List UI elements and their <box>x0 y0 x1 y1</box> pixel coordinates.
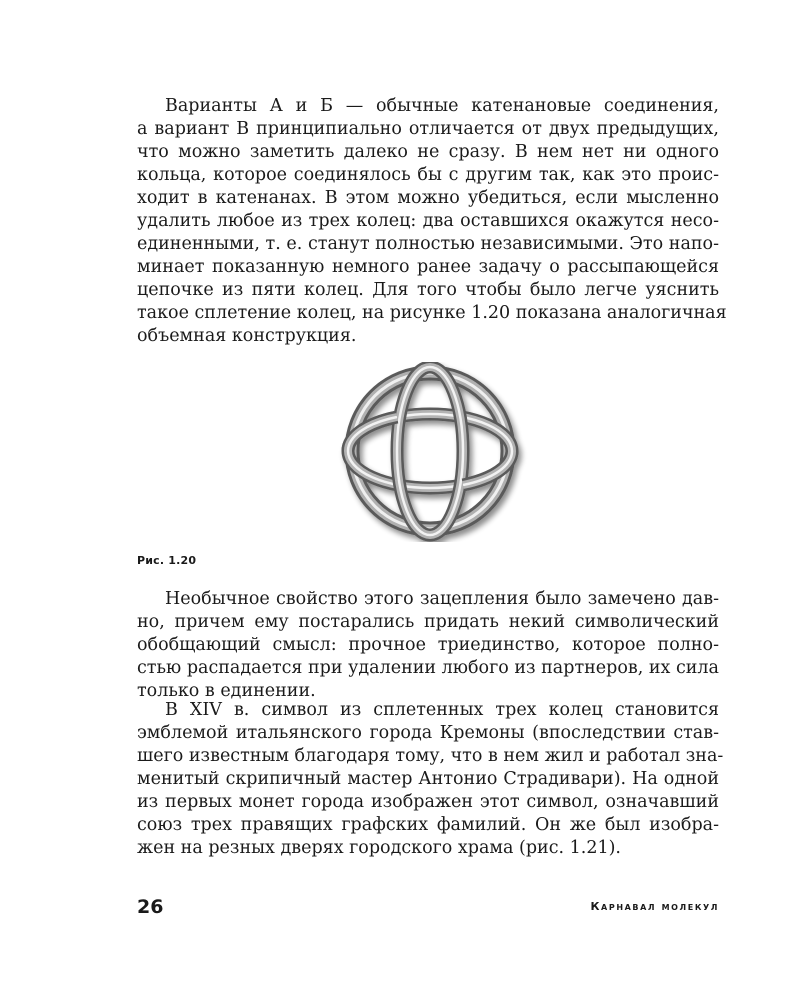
text-line: В XIV в. символ из сплетенных трех колец становится <box>165 700 719 720</box>
figure-caption: Рис. 1.20 <box>137 554 197 567</box>
page-number: 26 <box>137 896 164 918</box>
text-line: минает показанную немного ранее задачу о рассыпающейся <box>137 257 719 277</box>
paragraph-2 <box>137 588 719 703</box>
text-line: эмблемой итальянского города Кремоны (впоследствии став- <box>137 723 719 743</box>
text-line: шего известным благодаря тому, что в нем жил и работал зна- <box>137 746 724 766</box>
text-line: а вариант В принципиально отличается от двух предыдущих, <box>137 119 719 139</box>
text-line: только в единении. <box>137 681 316 701</box>
text-line: жен на резных дверях городского храма (рис. 1.21). <box>137 838 621 858</box>
text-line: такое сплетение колец, на рисунке 1.20 показана аналогичная <box>137 303 727 323</box>
text-line: единенными, т. е. станут полностью независимыми. Это напо- <box>137 234 719 254</box>
text-line: стью распадается при удалении любого из партнеров, их сила <box>137 658 719 678</box>
text-line: кольца, которое соединялось бы с другим так, как это проис- <box>137 165 719 185</box>
text-line: союз трех правящих графских фамилий. Он же был изобра- <box>137 815 719 835</box>
paragraph-3 <box>137 699 724 860</box>
text-line: Варианты А и Б — обычные катенановые соединения, <box>165 96 719 116</box>
text-line: Необычное свойство этого зацепления было замечено дав- <box>165 589 719 609</box>
text-line: обобщающий смысл: прочное триединство, которое полно- <box>137 635 719 655</box>
text-line: из первых монет города изображен этот символ, означавший <box>137 792 719 812</box>
rings-figure <box>330 362 530 542</box>
text-line: удалить любое из трех колец: два оставшихся окажутся несо- <box>137 211 719 231</box>
text-line: менитый скрипичный мастер Антонио Страдивари). На одной <box>137 769 719 789</box>
paragraph-1 <box>137 95 727 348</box>
running-title: Карнавал молекул <box>590 900 719 913</box>
text-line: но, причем ему постарались придать некий символический <box>137 612 719 632</box>
text-line: ходит в катенанах. В этом можно убедиться, если мысленно <box>137 188 719 208</box>
text-line: цепочке из пяти колец. Для того чтобы было легче уяснить <box>137 280 719 300</box>
text-line: объемная конструкция. <box>137 326 357 346</box>
text-line: что можно заметить далеко не сразу. В нем нет ни одного <box>137 142 719 162</box>
three-interlocked-rings-illustration <box>330 362 530 542</box>
